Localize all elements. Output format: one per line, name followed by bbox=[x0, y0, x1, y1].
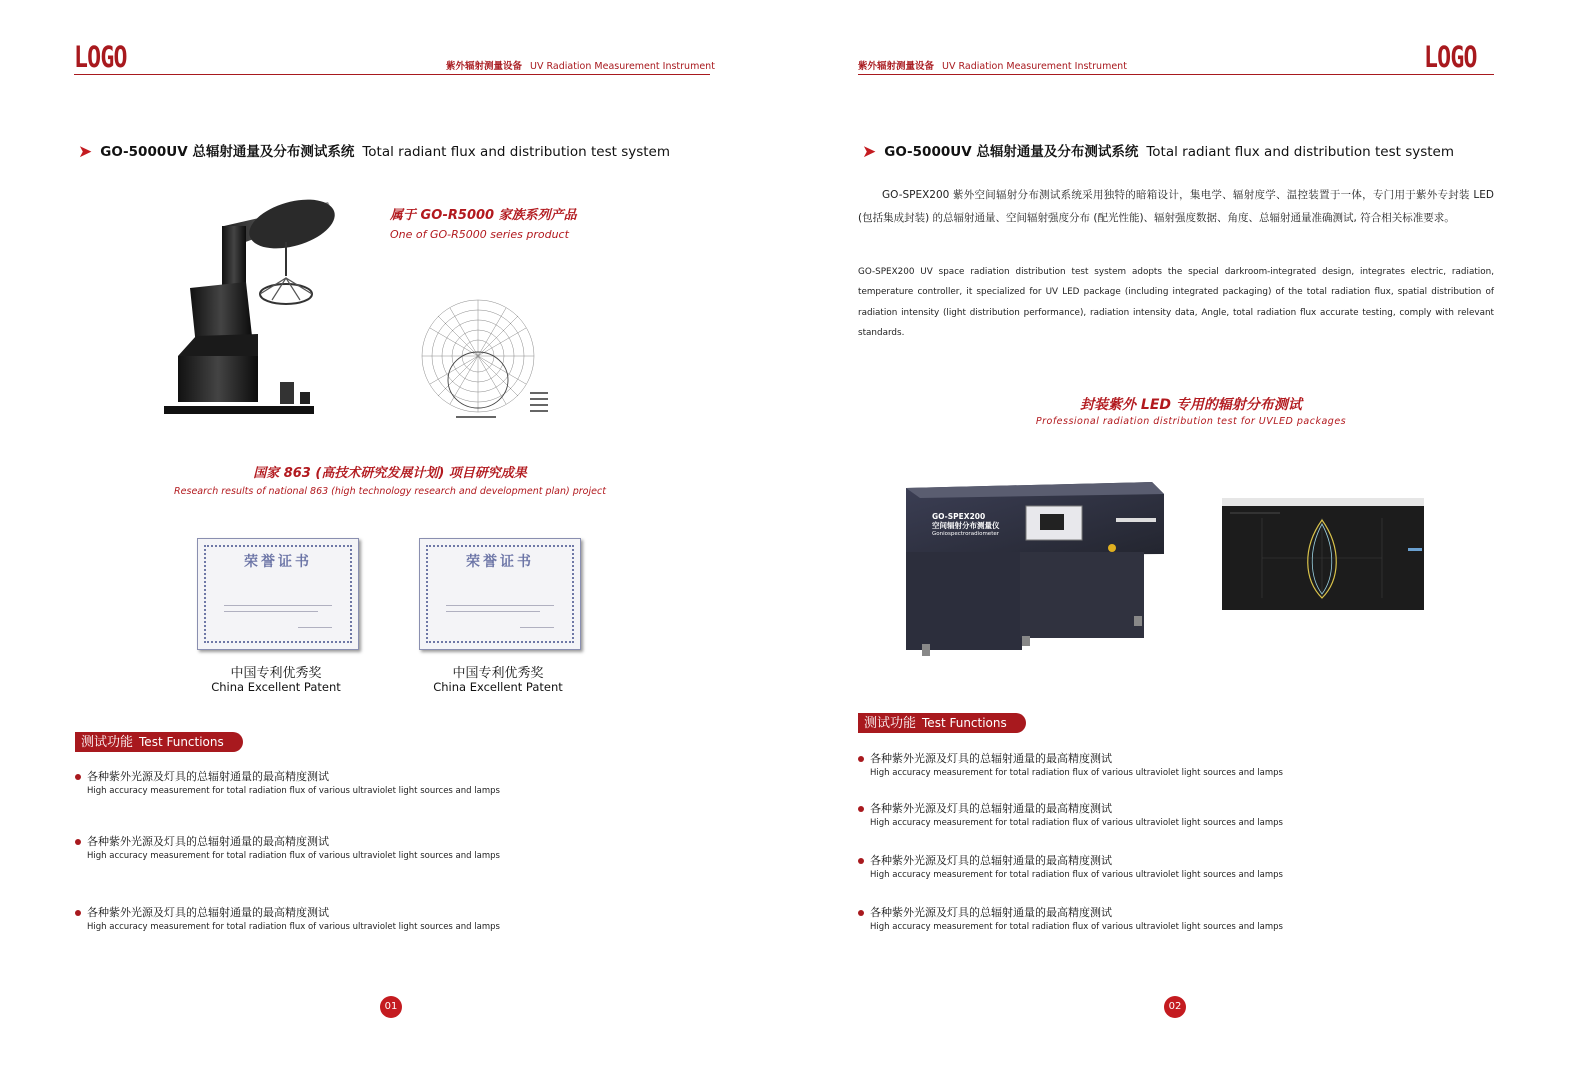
section-title-cn: GO-5000UV 总辐射通量及分布测试系统 bbox=[100, 144, 355, 160]
header-caption bbox=[858, 58, 1127, 72]
package-test-title-cn: 封装紫外 LED 专用的辐射分布测试 bbox=[1080, 397, 1302, 413]
header-en: UV Radiation Measurement Instrument bbox=[942, 61, 1127, 72]
function-cn: 各种紫外光源及灯具的总辐射通量的最高精度测试 bbox=[870, 802, 1112, 815]
machine-label-en: Goniospectroradiometer bbox=[932, 531, 999, 537]
family-title-en: One of GO-R5000 series product bbox=[390, 228, 569, 241]
header-en: UV Radiation Measurement Instrument bbox=[530, 61, 715, 72]
badge-en: Test Functions bbox=[139, 735, 224, 749]
test-functions-badge bbox=[75, 732, 243, 752]
certificate-image bbox=[419, 538, 581, 650]
function-cn: 各种紫外光源及灯具的总辐射通量的最高精度测试 bbox=[87, 835, 329, 848]
logo: LOGO bbox=[1424, 40, 1477, 74]
bullet-icon bbox=[75, 839, 81, 845]
machine-label-model: GO-SPEX200 bbox=[932, 512, 986, 521]
page-number: 02 bbox=[1164, 996, 1186, 1018]
function-cn: 各种紫外光源及灯具的总辐射通量的最高精度测试 bbox=[870, 854, 1112, 867]
function-cn: 各种紫外光源及灯具的总辐射通量的最高精度测试 bbox=[87, 906, 329, 919]
badge-cn: 测试功能 bbox=[864, 716, 917, 731]
bullet-icon bbox=[858, 756, 864, 762]
function-en: High accuracy measurement for total radiation flux of various ultraviolet light sources and lamps bbox=[870, 768, 1283, 778]
certificate-caption-en: China Excellent Patent bbox=[211, 680, 341, 694]
intro-paragraph-en: GO-SPEX200 UV space radiation distribution test system adopts the special darkroom-integrated design, integrates electric, radiation, temperature controller, it specialized for UV LED package (including integrated packaging) of the total radiation flux, spatial distribution of radiation intensity (light distribution performance), radiation intensity data, Angle, total radiation flux accurate testing, comply with relevant standards. bbox=[858, 267, 1494, 338]
spex200-machine-image bbox=[902, 476, 1166, 666]
badge-en: Test Functions bbox=[922, 716, 1007, 730]
page-number: 01 bbox=[380, 996, 402, 1018]
section-title-cn: GO-5000UV 总辐射通量及分布测试系统 bbox=[884, 144, 1139, 160]
function-cn: 各种紫外光源及灯具的总辐射通量的最高精度测试 bbox=[87, 770, 329, 783]
goniophotometer-image bbox=[160, 196, 360, 426]
section-title-en: Total radiant flux and distribution test system bbox=[1146, 144, 1454, 160]
header-cn: 紫外辐射测量设备 bbox=[446, 61, 523, 72]
certificate-title: 荣誉证书 bbox=[466, 554, 534, 570]
intro-paragraph-cn: GO-SPEX200 紫外空间辐射分布测试系统采用独特的暗箱设计，集电学、辐射度学、温控装置于一体，专门用于紫外专封装 LED (包括集成封装) 的总辐射通量、空间辐射强度分布 (配光性能)、辐射强度数据、角度、总辐射通量准确测试, 符合相关标准要求。 bbox=[858, 189, 1494, 224]
function-en: High accuracy measurement for total radiation flux of various ultraviolet light sources and lamps bbox=[87, 922, 500, 932]
header-cn: 紫外辐射测量设备 bbox=[858, 61, 935, 72]
bullet-icon bbox=[75, 774, 81, 780]
polar-distribution-diagram bbox=[416, 294, 556, 424]
function-cn: 各种紫外光源及灯具的总辐射通量的最高精度测试 bbox=[870, 906, 1112, 919]
package-test-title-en: Professional radiation distribution test for UVLED packages bbox=[1035, 416, 1347, 427]
section-title bbox=[78, 140, 670, 161]
badge-cn: 测试功能 bbox=[81, 735, 134, 750]
national-project-cn: 国家 863 (高技术研究发展计划) 项目研究成果 bbox=[253, 466, 527, 481]
logo: LOGO bbox=[74, 40, 127, 74]
arrow-icon: ➤ bbox=[78, 142, 93, 162]
function-en: High accuracy measurement for total radiation flux of various ultraviolet light sources and lamps bbox=[870, 922, 1283, 932]
function-cn: 各种紫外光源及灯具的总辐射通量的最高精度测试 bbox=[870, 752, 1112, 765]
machine-label bbox=[932, 512, 1000, 539]
bullet-icon bbox=[858, 806, 864, 812]
header-rule bbox=[74, 74, 710, 75]
section-title-en: Total radiant flux and distribution test system bbox=[362, 144, 670, 160]
bullet-icon bbox=[75, 910, 81, 916]
function-en: High accuracy measurement for total radiation flux of various ultraviolet light sources and lamps bbox=[870, 818, 1283, 828]
certificate-title: 荣誉证书 bbox=[244, 554, 312, 570]
header-rule bbox=[858, 74, 1494, 75]
arrow-icon: ➤ bbox=[862, 142, 877, 162]
certificate-image bbox=[197, 538, 359, 650]
certificate-caption-cn: 中国专利优秀奖 bbox=[230, 666, 322, 681]
national-project-en: Research results of national 863 (high technology research and development plan) project bbox=[174, 486, 606, 497]
test-functions-badge bbox=[858, 713, 1026, 733]
function-en: High accuracy measurement for total radiation flux of various ultraviolet light sources and lamps bbox=[87, 786, 500, 796]
software-screenshot-image bbox=[1222, 498, 1424, 610]
bullet-icon bbox=[858, 910, 864, 916]
function-en: High accuracy measurement for total radiation flux of various ultraviolet light sources and lamps bbox=[870, 870, 1283, 880]
certificate-caption-en: China Excellent Patent bbox=[433, 680, 563, 694]
family-title-cn: 属于 GO-R5000 家族系列产品 bbox=[390, 208, 577, 223]
function-en: High accuracy measurement for total radiation flux of various ultraviolet light sources and lamps bbox=[87, 851, 500, 861]
machine-label-cn: 空间辐射分布测量仪 bbox=[932, 521, 1000, 530]
bullet-icon bbox=[858, 858, 864, 864]
section-title bbox=[862, 140, 1454, 161]
header-caption bbox=[446, 58, 715, 72]
brochure-page-right bbox=[794, 0, 1588, 1077]
certificate-caption-cn: 中国专利优秀奖 bbox=[452, 666, 544, 681]
